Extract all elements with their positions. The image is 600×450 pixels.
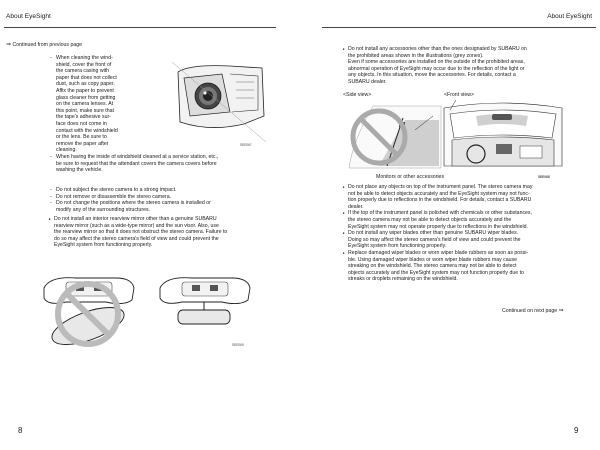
image-code-right: SEE068	[538, 175, 550, 179]
dash-list-item	[56, 55, 164, 154]
continued-arrow-icon: ⇒	[558, 308, 564, 314]
text-line: ble. Using damaged wiper blades or worn wiper blade rubbers may cause	[348, 256, 517, 263]
text-line: cleaning.	[56, 147, 77, 154]
correct-mirror-right	[160, 278, 250, 324]
side-view-label: <Side view>	[343, 92, 372, 98]
text-line: abnormal operation of EyeSight may occur due to the reflection of the light or	[348, 65, 525, 72]
header-rule-left	[4, 27, 276, 28]
page-number-left: 8	[18, 426, 23, 435]
text-line: the camera casing with	[56, 68, 110, 75]
text-line: tion properly due to reflections in the windshield. For details, contact a SUBARU	[348, 197, 532, 204]
text-line: ● If the top of the instrument panel is polished with chemicals or other substances,	[348, 210, 532, 217]
text-line: - Do not subject the stereo camera to a strong impact.	[56, 187, 177, 193]
text-line: Affix the paper to prevent	[56, 87, 114, 94]
text-line: ● Do not install any accessories other than the ones designated by SUBARU on	[348, 46, 527, 52]
text-line: any objects. In this situation, move the accessories. For details, contact a	[348, 72, 516, 79]
camera-casing-illustration	[170, 60, 270, 148]
text-line: modify any of the surrounding structures.	[56, 206, 150, 213]
bullet-list-item	[343, 250, 566, 283]
header-left-title: About EyeSight	[6, 13, 51, 20]
rearview-mirror-illustration	[36, 266, 262, 358]
text-line: ● Replace damaged wiper blades or worn wiper blade rubbers as soon as possi-	[348, 249, 529, 256]
text-line: face does not come in	[56, 120, 107, 127]
header-rule-right	[322, 27, 596, 28]
text-line: - When having the inside of windshield cleaned at a service station, etc.,	[56, 153, 219, 160]
text-line: or the lens. Be sure to	[56, 134, 107, 141]
text-line: ● Do not place any objects on top of the instrument panel. The stereo camera may	[348, 184, 533, 190]
illustration-caption: Monitors or other accessories	[376, 174, 445, 180]
text-line: streaks or droplets remaining on the windshield.	[348, 276, 458, 283]
dash-list-item	[56, 187, 266, 194]
text-line: - Do not remove or disassemble the stereo camera.	[56, 193, 172, 200]
dash-list-item	[56, 154, 266, 174]
text-line: rearview mirror (such as a wide-type mirror) and the sun visor. Also, use	[54, 222, 219, 229]
text-line: shield, cover the front of	[56, 61, 112, 68]
text-line: remove the paper after	[56, 140, 109, 147]
bullet-list-item	[343, 210, 566, 230]
text-line: not be able to detect objects accurately and the EyeSight system may not func-	[348, 190, 530, 197]
mirror-warning-bullet	[49, 216, 266, 249]
text-line: Even if some accessories are installed on the outside of the prohibited areas,	[348, 59, 525, 66]
dash-list-item	[56, 194, 266, 201]
accessories-warning-bullet	[343, 46, 566, 86]
dash-list-mid	[56, 187, 266, 213]
text-line: on the camera lenses. At	[56, 101, 114, 108]
text-line: glass cleaner from getting	[56, 94, 116, 101]
header-right-title: About EyeSight	[547, 13, 592, 20]
text-line: washing the vehicle.	[56, 167, 103, 174]
text-line: dust, such as copy paper.	[56, 81, 115, 88]
text-line: ● Do not install any wiper blades other than genuine SUBARU wiper blades.	[348, 230, 519, 237]
text-line: - When cleaning the wind-	[56, 55, 113, 61]
text-line: - Do not change the positions where the stereo camera is installed or	[56, 200, 211, 207]
image-code-bottom: SEE069	[232, 343, 244, 347]
text-line: EyeSight system from functioning properly.	[54, 242, 153, 249]
text-line: Doing so may affect the stereo camera's field of view and could prevent the	[348, 236, 521, 243]
text-line: paper that does not collect	[56, 74, 117, 81]
bullet-list-item	[343, 230, 566, 250]
side-view-illustration	[343, 100, 443, 170]
text-line: the prohibited areas shown in the illustrations (grey zones).	[348, 52, 484, 59]
bullet-list-item	[343, 184, 566, 210]
text-line: contact with the windshield	[56, 127, 118, 134]
image-code-top: SEE067	[240, 143, 252, 147]
text-line: dealer.	[348, 203, 364, 210]
front-view-label: <Front view>	[444, 92, 474, 98]
text-line: EyeSight system may not operate properly due to reflections in the windshield.	[348, 223, 528, 230]
text-line: be sure to request that the attendant covers the camera covers before	[56, 160, 217, 167]
text-line: do so may affect the stereo camera's field of view and could prevent the	[54, 235, 219, 242]
text-line: streaking on the windshield. The stereo camera may not be able to detect	[348, 263, 517, 270]
text-line: objects accurately and the EyeSight system may not function properly due to	[348, 269, 524, 276]
prohibited-mirror-left	[44, 278, 134, 352]
text-line: SUBARU dealer.	[348, 78, 387, 85]
continued-on-note: Continued on next page ⇒	[502, 308, 564, 314]
text-line: ● Do not install an interior rearview mirror other than a genuine SUBARU	[54, 216, 217, 222]
text-line: the tape's adhesive sur-	[56, 114, 111, 121]
text-line: EyeSight system from functioning properly.	[348, 243, 447, 250]
text-line: the rearview mirror so that it does not obstruct the stereo camera. Failure to	[54, 229, 228, 236]
continued-arrow-icon: ⇒	[6, 42, 12, 48]
continued-from-note: ⇒ Continued from previous page	[6, 42, 82, 48]
page-number-right: 9	[574, 426, 579, 435]
text-line: the stereo camera may not be able to detect objects accurately and the	[348, 216, 512, 223]
front-view-illustration	[442, 100, 564, 179]
dash-list-item	[56, 200, 266, 213]
text-line: this point, make sure that	[56, 107, 114, 114]
instrument-wiper-bullets	[343, 184, 566, 283]
